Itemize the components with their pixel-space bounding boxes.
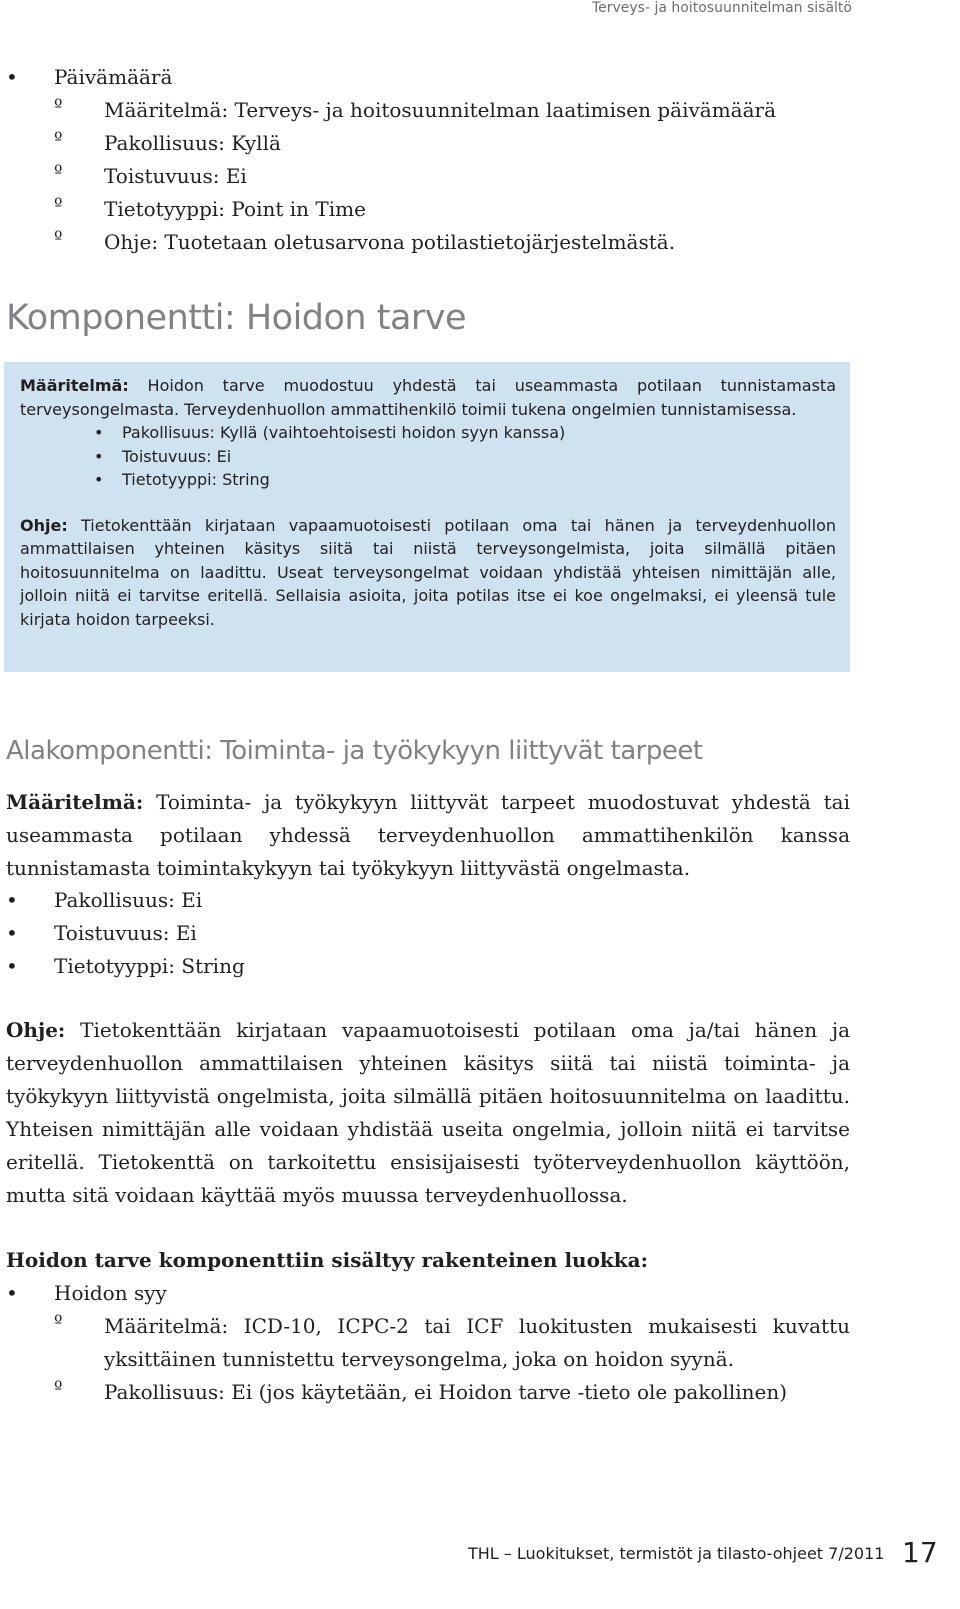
list-subitem: º Pakollisuus: Kyllä: [0, 127, 776, 160]
component-definition: [20, 374, 836, 421]
list-item: • Hoidon syy: [0, 1277, 850, 1310]
guide-label: Ohje:: [6, 1018, 66, 1042]
definition-text: Toiminta- ja työkykyyn liittyvät tarpeet muodostuvat yhdestä tai useammasta potilaan yhdessä terveydenhuollon ammattihenkilön kanssa tunnistamasta toimintakykyyn tai työkykyyn liittyvästä ongelmasta.: [6, 790, 850, 880]
bullet-icon: •: [94, 470, 104, 489]
bullet-icon: •: [6, 1281, 18, 1305]
list-item: • Toistuvuus: Ei: [0, 917, 245, 950]
definition-label: Määritelmä:: [20, 376, 129, 395]
list-item-label: Päivämäärä: [54, 65, 173, 89]
degree-bullet-icon: º: [54, 129, 63, 150]
bullet-icon: •: [6, 921, 18, 945]
list-subitem: º Toistuvuus: Ei: [0, 160, 776, 193]
component-info-box: [4, 362, 850, 672]
structured-class-heading: Hoidon tarve komponenttiin sisältyy rakenteinen luokka:: [6, 1248, 648, 1272]
list-item: • Toistuvuus: Ei: [20, 445, 836, 469]
component-bullets: [20, 421, 836, 492]
page-number: 17: [902, 1536, 938, 1569]
guide-text: Tietokenttään kirjataan vapaamuotoisesti potilaan oma ja/tai hänen ja terveydenhuollon ammattilaisen yhteinen käsitys siitä tai niistä toiminta- ja työkykyyn liittyvistä ongelmista, joita silmällä pitäen hoitosuunnitelma on laadittu. Yhteisen nimittäjän alle voidaan yhdistää useita ongelmia, jolloin niitä ei tarvitse eritellä. Tietokenttä on tarkoitettu ensisijaisesti työterveydenhuollon käyttöön, mutta sitä voidaan käyttää myös muussa terveydenhuollossa.: [6, 1018, 850, 1207]
guide-text: Tietokenttään kirjataan vapaamuotoisesti potilaan oma tai hänen ja terveydenhuollon ammattilaisen yhteinen käsitys siitä tai niistä terveysongelmista, joita silmällä pitäen hoitosuunnitelma on laadittu. Useat terveysongelmat voidaan yhdistää yhteisen nimittäjän alle, jolloin niitä ei tarvitse eritellä. Sellaisia asioita, joita potilas itse ei koe ongelmaksi, ei yleensä tule kirjata hoidon tarpeeksi.: [20, 515, 837, 629]
list-subitem: º Määritelmä: ICD-10, ICPC-2 tai ICF luokitusten mukaisesti kuvattu yksittäinen tunnistettu terveysongelma, joka on hoidon syynä.: [0, 1310, 850, 1376]
degree-bullet-icon: º: [54, 1312, 63, 1333]
degree-bullet-icon: º: [54, 1378, 63, 1399]
component-heading: Komponentti: Hoidon tarve: [6, 298, 467, 338]
footer-publication: THL – Luokitukset, termistöt ja tilasto-ohjeet 7/2011: [468, 1544, 885, 1563]
list-item: • Tietotyyppi: String: [20, 468, 836, 492]
list-item: • Pakollisuus: Kyllä (vaihtoehtoisesti hoidon syyn kanssa): [20, 421, 836, 445]
guide-label: Ohje:: [20, 515, 68, 535]
bullet-icon: •: [6, 954, 18, 978]
bullet-icon: •: [94, 446, 104, 466]
structured-class-list: [0, 1277, 850, 1409]
component-guide: [20, 514, 836, 632]
list-item: • Pakollisuus: Ei: [0, 884, 245, 917]
list-subitem: º Määritelmä: Terveys- ja hoitosuunnitelman laatimisen päivämäärä: [0, 94, 776, 127]
definition-text: Hoidon tarve muodostuu yhdestä tai useammasta potilaan tunnistamasta terveysongelmasta. Terveydenhuollon ammattihenkilö toimii tukena ongelmien tunnistamisessa.: [20, 376, 836, 419]
list-item: • Tietotyyppi: String: [0, 950, 245, 983]
date-item-list: [0, 61, 776, 259]
bullet-icon: •: [94, 423, 104, 442]
list-subitem: º Pakollisuus: Ei (jos käytetään, ei Hoidon tarve -tieto ole pakollinen): [0, 1376, 850, 1409]
degree-bullet-icon: º: [54, 228, 63, 249]
list-subitem: º Ohje: Tuotetaan oletusarvona potilastietojärjestelmästä.: [0, 226, 776, 259]
subcomponent-bullets: [0, 884, 245, 983]
running-head: Terveys- ja hoitosuunnitelman sisältö: [591, 0, 852, 16]
subcomponent-heading: Alakomponentti: Toiminta- ja työkykyyn liittyvät tarpeet: [6, 736, 703, 766]
subcomponent-definition: [6, 786, 850, 885]
degree-bullet-icon: º: [54, 96, 63, 117]
definition-label: Määritelmä:: [6, 790, 144, 814]
list-item: [0, 61, 776, 94]
bullet-icon: •: [6, 65, 18, 89]
bullet-icon: •: [6, 888, 18, 912]
degree-bullet-icon: º: [54, 162, 63, 183]
degree-bullet-icon: º: [54, 195, 63, 216]
subcomponent-guide: [6, 1014, 850, 1212]
list-subitem: º Tietotyyppi: Point in Time: [0, 193, 776, 226]
